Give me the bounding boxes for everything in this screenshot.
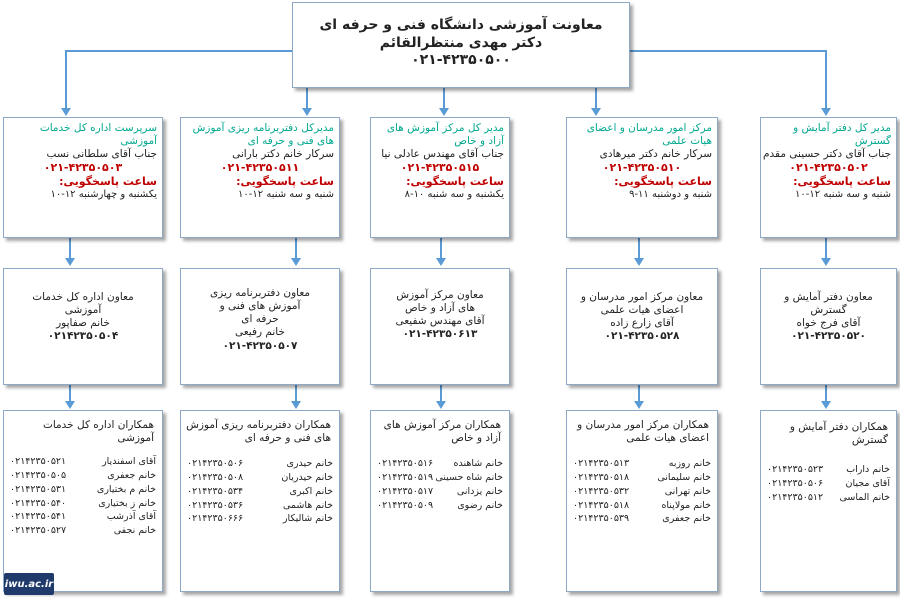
- staff-box: [566, 410, 718, 592]
- hours-text: یکشنبه و چهارشنبه ۱۲-۱۰: [50, 188, 157, 200]
- staff-row: [181, 499, 339, 513]
- connector-arrow: [436, 401, 446, 409]
- director-phone: ۰۲۱-۴۲۳۵۰۵۱۱: [220, 161, 300, 175]
- staff-row: [567, 499, 717, 513]
- deputy-box: [566, 268, 718, 385]
- deputy-line: آقای زارع زاده: [610, 317, 674, 330]
- hours-text: شنبه و دوشنبه ۱۱-۹: [629, 188, 712, 200]
- connector-arrow: [634, 258, 644, 266]
- staff-title: همکاران مرکز آموزش های: [383, 419, 501, 431]
- deputy-box: [180, 268, 340, 385]
- staff-name: خانم شالیکار: [282, 513, 333, 525]
- staff-name: خانم تهرانی: [664, 485, 711, 497]
- hours-text: یکشنبه و سه شنبه ۱۰-۸: [404, 188, 504, 200]
- hours-label: ساعت پاسخگویی:: [793, 175, 891, 189]
- staff-row: [4, 483, 162, 497]
- staff-name: خانم اکبری: [289, 485, 333, 497]
- director-name: سرکار خانم دکتر بارانی: [232, 148, 334, 161]
- staff-row: [181, 457, 339, 471]
- staff-name: خانم حیدریان: [281, 472, 333, 484]
- staff-box: [3, 410, 163, 592]
- connector-line: [825, 238, 827, 260]
- staff-phone: ۰۲۱۴۲۳۵۰۶۶۶: [187, 513, 244, 525]
- deputy-line: آقای مهندس شفیعی: [395, 315, 485, 328]
- staff-row: [567, 485, 717, 499]
- staff-row: [761, 477, 896, 491]
- staff-title: همکاران دفتر آمایش و: [789, 421, 888, 433]
- staff-name: خانم ز بختیاری: [98, 497, 156, 509]
- deputy-line: آقای فرج خواه: [796, 317, 861, 330]
- staff-phone: ۰۲۱۴۲۳۵۰۵۳۱: [10, 483, 67, 495]
- staff-name: خانم مولاپناه: [661, 499, 711, 511]
- staff-name: خانم رضوی: [457, 499, 503, 511]
- staff-row: [181, 512, 339, 526]
- staff-name: خانم داراب: [846, 464, 890, 476]
- staff-name: آقای اسفندیار: [102, 456, 156, 468]
- connector-line: [306, 88, 308, 110]
- staff-phone: ۰۲۱۴۲۳۵۰۵۳۴: [187, 485, 244, 497]
- deputy-line: معاون مرکز امور مدرسان و: [580, 291, 704, 303]
- staff-title: همکاران اداره کل خدمات: [42, 419, 154, 431]
- connector-line: [65, 50, 67, 110]
- deputy-line: آموزشی: [64, 304, 102, 317]
- staff-phone: ۰۲۱۴۲۳۵۰۵۳۶: [187, 499, 244, 511]
- staff-row: [567, 457, 717, 471]
- deputy-phone: ۰۲۱-۴۲۳۵۰۵۲۰: [791, 330, 866, 343]
- staff-phone: ۰۲۱۴۲۳۵۰۵۲۳: [767, 464, 824, 476]
- staff-phone: ۰۲۱۴۲۳۵۰۵۳۲: [573, 485, 630, 497]
- staff-name: خانم شاهنده: [453, 458, 503, 470]
- director-title: مدیر کل مرکز آموزش های آزاد و خاص: [386, 122, 504, 148]
- staff-name: خانم شاه حسینی: [435, 472, 503, 484]
- staff-phone: ۰۲۱۴۲۳۵۰۵۰۹: [377, 499, 434, 511]
- staff-box: [180, 410, 340, 592]
- top-title: معاونت آموزشی دانشگاه فنی و حرفه ای: [319, 17, 603, 33]
- connector-line: [630, 50, 826, 52]
- staff-name: آقای آذرشب: [106, 511, 156, 523]
- staff-row: [181, 485, 339, 499]
- staff-row: [4, 469, 162, 483]
- connector-line: [295, 238, 297, 260]
- staff-phone: ۰۲۱۴۲۳۵۰۵۰۶: [187, 458, 244, 470]
- staff-box: [760, 410, 897, 592]
- connector-arrow: [291, 258, 301, 266]
- connector-arrow: [65, 401, 75, 409]
- director-name: جناب آقای سلطانی نسب: [46, 148, 157, 161]
- director-box: [180, 117, 340, 238]
- deputy-line: های آزاد و خاص: [404, 302, 475, 315]
- staff-phone: ۰۲۱۴۲۳۵۰۵۲۷: [10, 525, 67, 537]
- staff-phone: ۰۲۱۴۲۳۵۰۵۱۷: [377, 485, 434, 497]
- staff-row: [567, 512, 717, 526]
- connector-arrow: [591, 108, 601, 116]
- staff-row: [761, 491, 896, 505]
- deputy-phone: ۰۲۱-۴۲۳۵۰۵۰۷: [222, 339, 298, 352]
- staff-name: آقای مجیان: [845, 478, 890, 490]
- staff-row: [4, 497, 162, 511]
- director-title: مدیر کل دفتر آمایش و گسترش: [793, 122, 891, 148]
- connector-arrow: [291, 401, 301, 409]
- deputy-line: معاون اداره کل خدمات: [32, 291, 134, 303]
- director-phone: ۰۲۱-۴۲۳۵۰۵۰۳: [43, 161, 123, 175]
- staff-row: [4, 524, 162, 538]
- staff-title: آزاد و خاص: [451, 432, 501, 445]
- deputy-phone: ۰۲۱۴۲۳۵۰۵۰۴: [47, 330, 119, 343]
- connector-line: [440, 238, 442, 260]
- staff-row: [371, 471, 509, 485]
- staff-title: آموزشی: [117, 432, 154, 445]
- connector-line: [638, 238, 640, 260]
- connector-arrow: [65, 258, 75, 266]
- director-phone: ۰۲۱-۴۲۳۵۰۵۱۰: [602, 161, 682, 175]
- staff-name: خانم جعفری: [107, 470, 156, 482]
- hours-label: ساعت پاسخگویی:: [236, 175, 334, 189]
- connector-arrow: [61, 108, 71, 116]
- staff-name: خانم جعفری: [662, 513, 711, 525]
- connector-arrow: [439, 108, 449, 116]
- staff-title: همکاران دفتربرنامه ریزی آموزش: [186, 419, 331, 431]
- connector-line: [595, 88, 597, 110]
- deputy-line: خانم صفاپور: [56, 317, 110, 330]
- staff-phone: ۰۲۱۴۲۳۵۰۵۰۸: [187, 472, 244, 484]
- staff-row: [567, 471, 717, 485]
- top-box: [292, 2, 630, 88]
- connector-arrow: [302, 108, 312, 116]
- deputy-line: حرفه ای: [241, 313, 279, 326]
- staff-name: خانم حیدری: [286, 458, 333, 470]
- deputy-line: اعضای هیات علمی: [600, 304, 684, 317]
- staff-title: گسترش: [851, 434, 888, 447]
- director-phone: ۰۲۱-۴۲۳۵۰۵۱۵: [400, 161, 480, 175]
- staff-title: اعضای هیات علمی: [626, 432, 709, 445]
- staff-row: [4, 455, 162, 469]
- director-name: جناب آقای دکتر حسینی مقدم: [763, 148, 891, 161]
- staff-phone: ۰۲۱۴۲۳۵۰۵۱۸: [573, 499, 630, 511]
- top-phone: ۰۲۱-۴۲۳۵۰۵۰۰: [411, 52, 511, 68]
- staff-name: خانم الماسی: [839, 491, 890, 503]
- connector-arrow: [436, 258, 446, 266]
- staff-row: [181, 471, 339, 485]
- staff-phone: ۰۲۱۴۲۳۵۰۵۱۸: [573, 472, 630, 484]
- staff-box: [370, 410, 510, 592]
- staff-phone: ۰۲۱۴۲۳۵۰۵۴۰: [10, 497, 67, 509]
- staff-row: [371, 499, 509, 513]
- director-name: سرکار خانم دکتر میرهادی: [599, 148, 712, 161]
- top-name: دکتر مهدی منتظرالقائم: [379, 34, 543, 51]
- hours-text: شنبه و سه شنبه ۱۲-۱۰: [795, 188, 891, 200]
- staff-name: خانم روزبه: [668, 458, 711, 470]
- staff-name: خانم یزدانی: [456, 485, 503, 497]
- deputy-box: [370, 268, 510, 385]
- connector-arrow: [821, 108, 831, 116]
- deputy-box: [3, 268, 163, 385]
- hours-label: ساعت پاسخگویی:: [406, 175, 504, 189]
- connector-arrow: [821, 258, 831, 266]
- deputy-line: گسترش: [810, 304, 847, 317]
- hours-label: ساعت پاسخگویی:: [59, 175, 157, 189]
- staff-phone: ۰۲۱۴۲۳۵۰۵۰۶: [767, 478, 824, 490]
- staff-phone: ۰۲۱۴۲۳۵۰۵۱۲: [767, 491, 824, 503]
- staff-row: [4, 510, 162, 524]
- deputy-line: آموزش های فنی و: [219, 300, 301, 313]
- connector-line: [443, 88, 445, 110]
- hours-label: ساعت پاسخگویی:: [614, 175, 712, 189]
- connector-line: [69, 238, 71, 260]
- director-title: مدیرکل دفتربرنامه ریزی آموزش های فنی و حرفه ای: [192, 122, 334, 148]
- connector-line: [66, 50, 292, 52]
- connector-arrow: [634, 401, 644, 409]
- deputy-line: خانم رفیعی: [234, 326, 285, 339]
- director-title: مرکز امور مدرسان و اعضای هیات علمی: [586, 122, 712, 148]
- director-name: جناب آقای مهندس عادلی نیا: [381, 148, 504, 161]
- staff-title: های فنی و حرفه ای: [244, 432, 331, 445]
- deputy-phone: ۰۲۱-۴۲۳۵۰۵۲۸: [604, 330, 680, 343]
- staff-name: خانم هاشمی: [282, 499, 333, 511]
- deputy-box: [760, 268, 897, 385]
- director-box: [370, 117, 510, 238]
- deputy-line: معاون دفتر آمایش و: [784, 291, 873, 303]
- staff-phone: ۰۲۱۴۲۳۵۰۵۰۵: [10, 470, 67, 482]
- staff-phone: ۰۲۱۴۲۳۵۰۵۳۹: [573, 513, 630, 525]
- staff-name: خانم م بختیاری: [96, 483, 156, 495]
- staff-row: [371, 485, 509, 499]
- staff-name: خانم سلیمانی: [657, 472, 711, 484]
- staff-phone: ۰۲۱۴۲۳۵۰۵۱۶: [377, 458, 434, 470]
- deputy-line: معاون مرکز آموزش: [396, 289, 484, 301]
- hours-text: شنبه و سه شنبه ۱۲-۱۰: [238, 188, 334, 200]
- staff-row: [761, 463, 896, 477]
- director-title: سرپرست اداره کل خدمات آموزشی: [39, 122, 157, 148]
- director-box: [3, 117, 163, 238]
- deputy-phone: ۰۲۱-۴۲۳۵۰۶۱۳: [402, 328, 478, 341]
- staff-name: خانم نجفی: [113, 525, 156, 537]
- staff-row: [371, 457, 509, 471]
- site-logo: iwu.ac.ir: [4, 573, 54, 595]
- staff-phone: ۰۲۱۴۲۳۵۰۵۲۱: [10, 456, 67, 468]
- connector-line: [825, 50, 827, 110]
- staff-phone: ۰۲۱۴۲۳۵۰۵۴۱: [10, 511, 67, 523]
- staff-title: همکاران مرکز امور مدرسان و: [577, 419, 709, 431]
- director-phone: ۰۲۱-۴۲۳۵۰۵۰۲: [789, 161, 868, 175]
- staff-phone: ۰۲۱۴۲۳۵۰۵۱۹: [377, 472, 434, 484]
- deputy-line: معاون دفتربرنامه ریزی: [209, 287, 311, 299]
- director-box: [760, 117, 897, 238]
- staff-phone: ۰۲۱۴۲۳۵۰۵۱۳: [573, 458, 630, 470]
- director-box: [566, 117, 718, 238]
- connector-arrow: [821, 401, 831, 409]
